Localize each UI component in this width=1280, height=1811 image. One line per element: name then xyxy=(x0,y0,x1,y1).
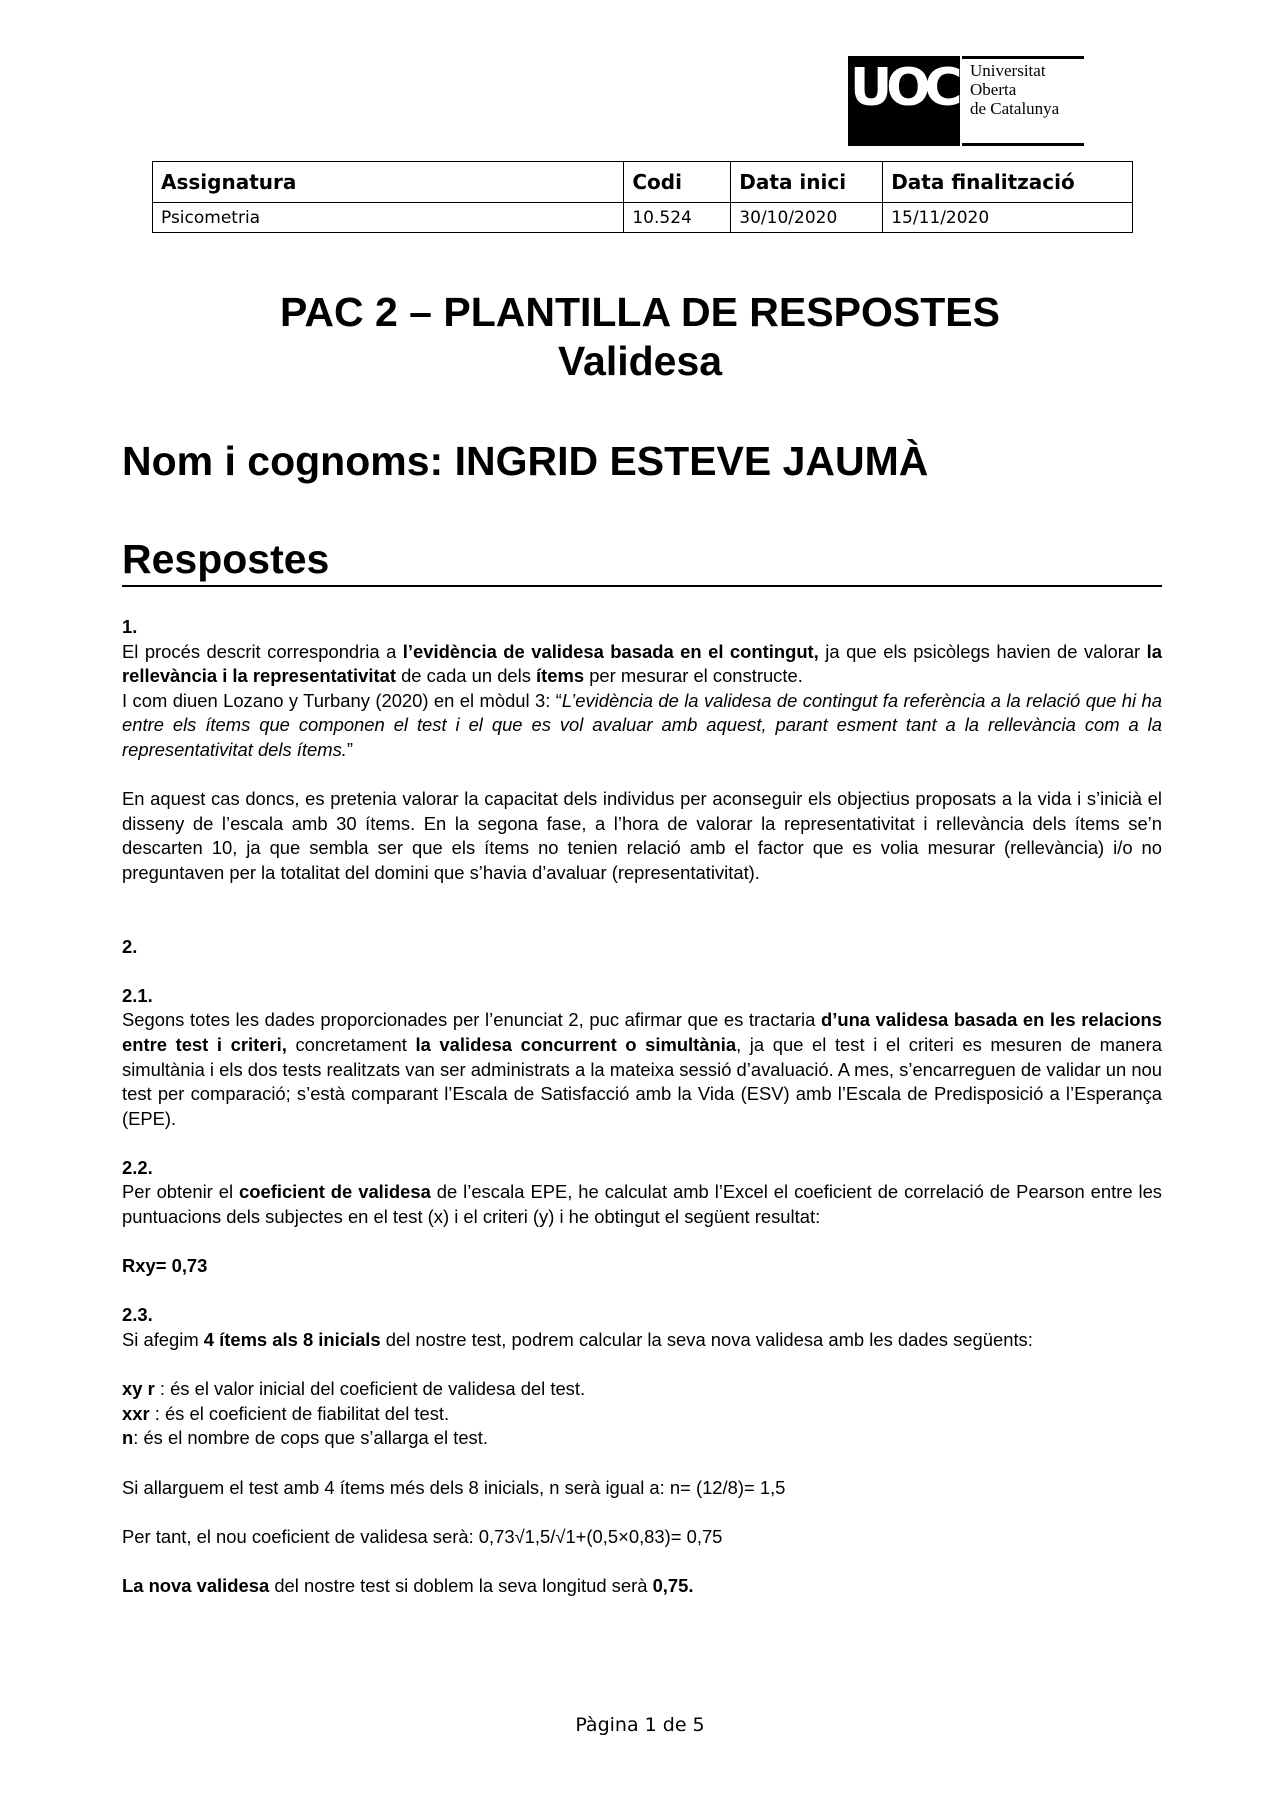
definition-xy-r: xy r : és el valor inicial del coeficient de validesa del test. xyxy=(122,1378,586,1400)
page-footer: Pàgina 1 de 5 xyxy=(575,1714,705,1736)
calculation-validity: Per tant, el nou coeficient de validesa serà: 0,73√1,5/√1+(0,5×0,83)= 0,75 xyxy=(122,1525,723,1547)
question-1-paragraph-1: El procés descrit correspondria a l’evidència de validesa basada en el contingut, ja que els psicòlegs havien de valorar la rellevància i la representativitat de cada un dels ítems per mesurar el constructe. xyxy=(122,640,1162,687)
conclusion: La nova validesa del nostre test si doblem la seva longitud serà 0,75. xyxy=(122,1574,694,1596)
logo-rule-bottom xyxy=(962,143,1084,146)
question-2-2-number: 2.2. xyxy=(122,1156,153,1178)
page-title: PAC 2 – PLANTILLA DE RESPOSTES xyxy=(280,289,1000,335)
uoc-logo-text xyxy=(970,61,1059,118)
question-2-2-paragraph: Per obtenir el coeficient de validesa de l’escala EPE, he calculat amb l’Excel el coeficient de correlació de Pearson entre les puntuacions dels subjectes en el test (x) i el criteri (y) i he obtingut el següent resultat: xyxy=(122,1181,1162,1228)
cell-data-inici: 30/10/2020 xyxy=(731,203,883,233)
header-codi: Codi xyxy=(624,162,731,203)
cell-codi: 10.524 xyxy=(624,203,731,233)
responses-heading: Respostes xyxy=(122,536,330,582)
definition-xxr: xxr : és el coeficient de fiabilitat del test. xyxy=(122,1402,450,1424)
question-2-3-paragraph: Si afegim 4 ítems als 8 inicials del nostre test, podrem calcular la seva nova validesa amb les dades següents: xyxy=(122,1329,1033,1351)
heading-rule xyxy=(122,585,1162,587)
logo-line-3: de Catalunya xyxy=(970,99,1060,118)
uoc-logo-letters: UOC xyxy=(850,58,957,118)
answers-body xyxy=(122,615,1162,1599)
logo-line-2: Oberta xyxy=(970,80,1017,99)
cell-data-finalitzacio: 15/11/2020 xyxy=(883,203,1133,233)
table-header-row xyxy=(153,162,1133,203)
question-2-1-paragraph: Segons totes les dades proporcionades per l’enunciat 2, puc afirmar que es tractaria d’una validesa basada en les relacions entre test i criteri, concretament la validesa concurrent o simultània, ja que el test i el criteri es mesuren de manera simultània i els dos tests realitzats van ser administrats a la mateixa sessió d’avaluació. A mes, s’encarreguen de validar un nou test per comparació; s’està comparant l’Escala de Satisfacció amb la Vida (ESV) amb l’Escala de Predisposició a l’Esperança (EPE). xyxy=(122,1009,1162,1129)
question-1-quote: I com diuen Lozano y Turbany (2020) en el mòdul 3: “L’evidència de la validesa de contingut fa referència a la relació que hi ha entre els ítems que componen el test i el que es vol avaluar amb aquest, parant esment tant a la rellevància com a la representativitat dels ítems.” xyxy=(122,689,1162,760)
header-assignatura: Assignatura xyxy=(153,162,624,203)
question-2-3-number: 2.3. xyxy=(122,1304,153,1326)
cell-assignatura: Psicometria xyxy=(153,203,624,233)
logo-line-1: Universitat xyxy=(970,61,1046,80)
course-info-table xyxy=(152,161,1133,233)
question-1-paragraph-3: En aquest cas doncs, es pretenia valorar la capacitat dels individus per aconseguir els objectius proposats a la vida i s’inicià el disseny de l’escala amb 30 ítems. En la segona fase, a l’hora de valorar la representativitat i rellevància dels ítems se’n descarten 10, ja que sembla ser que els ítems no tenien relació amb el factor que es volia mesurar (rellevància) i/o no preguntaven per la totalitat del domini que s’havia d’avaluar (representativitat). xyxy=(122,788,1162,883)
uoc-logo-mark xyxy=(848,56,960,146)
uoc-logo xyxy=(848,56,1084,146)
page-subtitle: Validesa xyxy=(557,338,723,384)
table-row xyxy=(153,203,1133,233)
logo-rule-top xyxy=(962,56,1084,59)
question-2-number: 2. xyxy=(122,935,138,957)
calculation-n: Si allarguem el test amb 4 ítems més dels 8 inicials, n serà igual a: n= (12/8)= 1,5 xyxy=(122,1476,786,1498)
question-2-2-result: Rxy= 0,73 xyxy=(122,1255,208,1277)
name-heading: Nom i cognoms: INGRID ESTEVE JAUMÀ xyxy=(122,438,929,484)
header-data-inici: Data inici xyxy=(731,162,883,203)
question-1-number: 1. xyxy=(122,616,138,637)
header-data-finalitzacio: Data finalització xyxy=(883,162,1133,203)
definition-n: n: és el nombre de cops que s’allarga el test. xyxy=(122,1427,488,1449)
question-2-1-number: 2.1. xyxy=(122,984,153,1006)
